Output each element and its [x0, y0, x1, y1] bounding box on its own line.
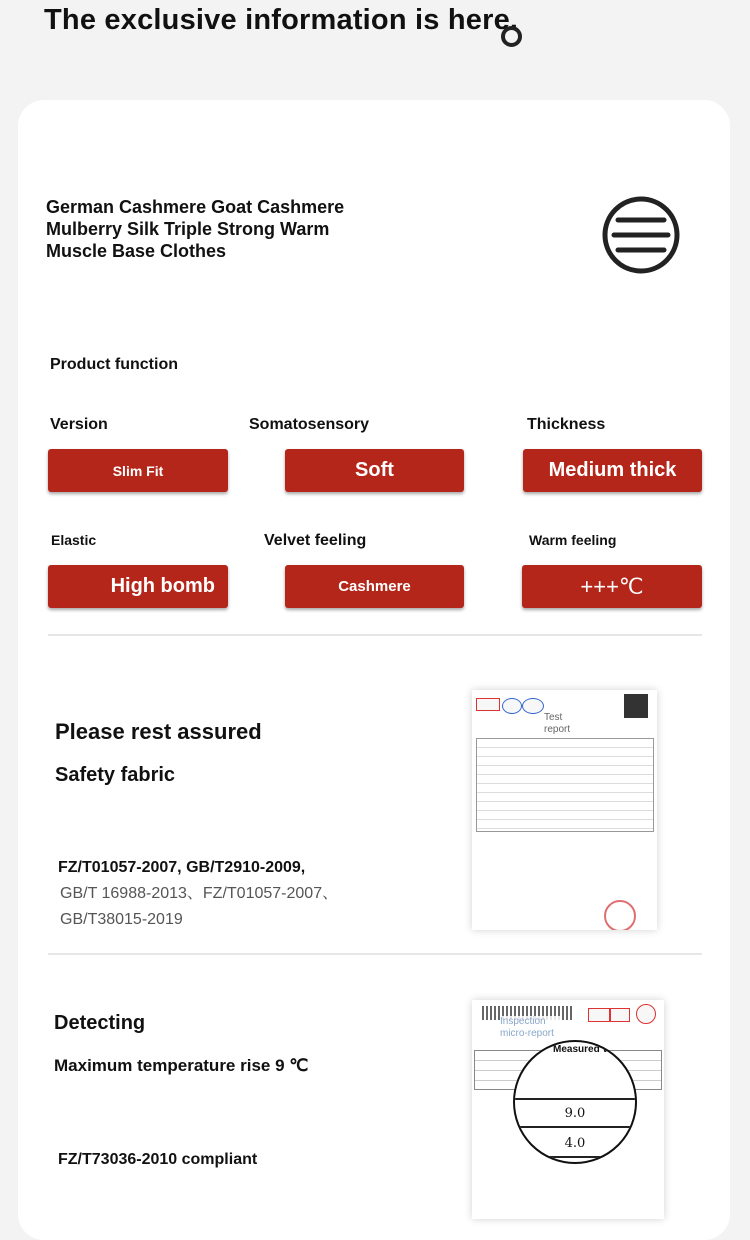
- attr-value-version: Slim Fit: [48, 449, 228, 492]
- safety-standards-line1: FZ/T01057-2007, GB/T2910-2009,: [58, 859, 306, 876]
- attr-label-thickness: Thickness: [527, 416, 606, 433]
- detecting-subheading: Maximum temperature rise 9 ℃: [54, 1056, 309, 1075]
- measured-value-1: 9.0: [564, 1106, 586, 1121]
- measured-value-magnifier: [513, 1040, 637, 1164]
- micro-report-caption: Inspection micro-report: [500, 1016, 560, 1040]
- measured-value-label: Measured value: [553, 1044, 629, 1055]
- safety-subheading: Safety fabric: [55, 764, 176, 786]
- attr-label-velvet-feeling: Velvet feeling: [264, 532, 367, 549]
- attr-label-somatosensory: Somatosensory: [249, 416, 370, 433]
- test-report-caption: Test report: [544, 712, 584, 736]
- safety-heading: Please rest assured: [55, 719, 262, 744]
- attr-label-warm-feeling: Warm feeling: [529, 532, 617, 548]
- safety-standards-line2: GB/T 16988-2013、FZ/T01057-2007、GB/T38015-2019: [60, 885, 339, 928]
- circle-icon: [501, 26, 522, 47]
- detecting-heading: Detecting: [54, 1012, 146, 1034]
- attr-value-somatosensory: Soft: [285, 449, 464, 492]
- product-title: German Cashmere Goat Cashmere Mulberry Silk Triple Strong Warm Muscle Base Clothes: [46, 197, 345, 261]
- attr-label-version: Version: [50, 416, 108, 433]
- measured-value-2: 4.0: [564, 1136, 586, 1151]
- brand-logo-icon: [598, 192, 684, 278]
- test-report-image: [472, 690, 657, 930]
- attr-value-warm-feeling: +++℃: [522, 565, 702, 608]
- attr-label-elastic: Elastic: [51, 532, 97, 548]
- attr-value-velvet-feeling: Cashmere: [285, 565, 464, 608]
- attr-value-elastic: High bomb: [48, 565, 228, 608]
- divider: [48, 953, 702, 955]
- divider: [48, 634, 702, 636]
- page-header-title: The exclusive information is here.: [44, 4, 519, 36]
- product-function-label: Product function: [50, 356, 178, 373]
- detecting-standard: FZ/T73036-2010 compliant: [58, 1151, 258, 1168]
- attr-value-thickness: Medium thick: [523, 449, 702, 492]
